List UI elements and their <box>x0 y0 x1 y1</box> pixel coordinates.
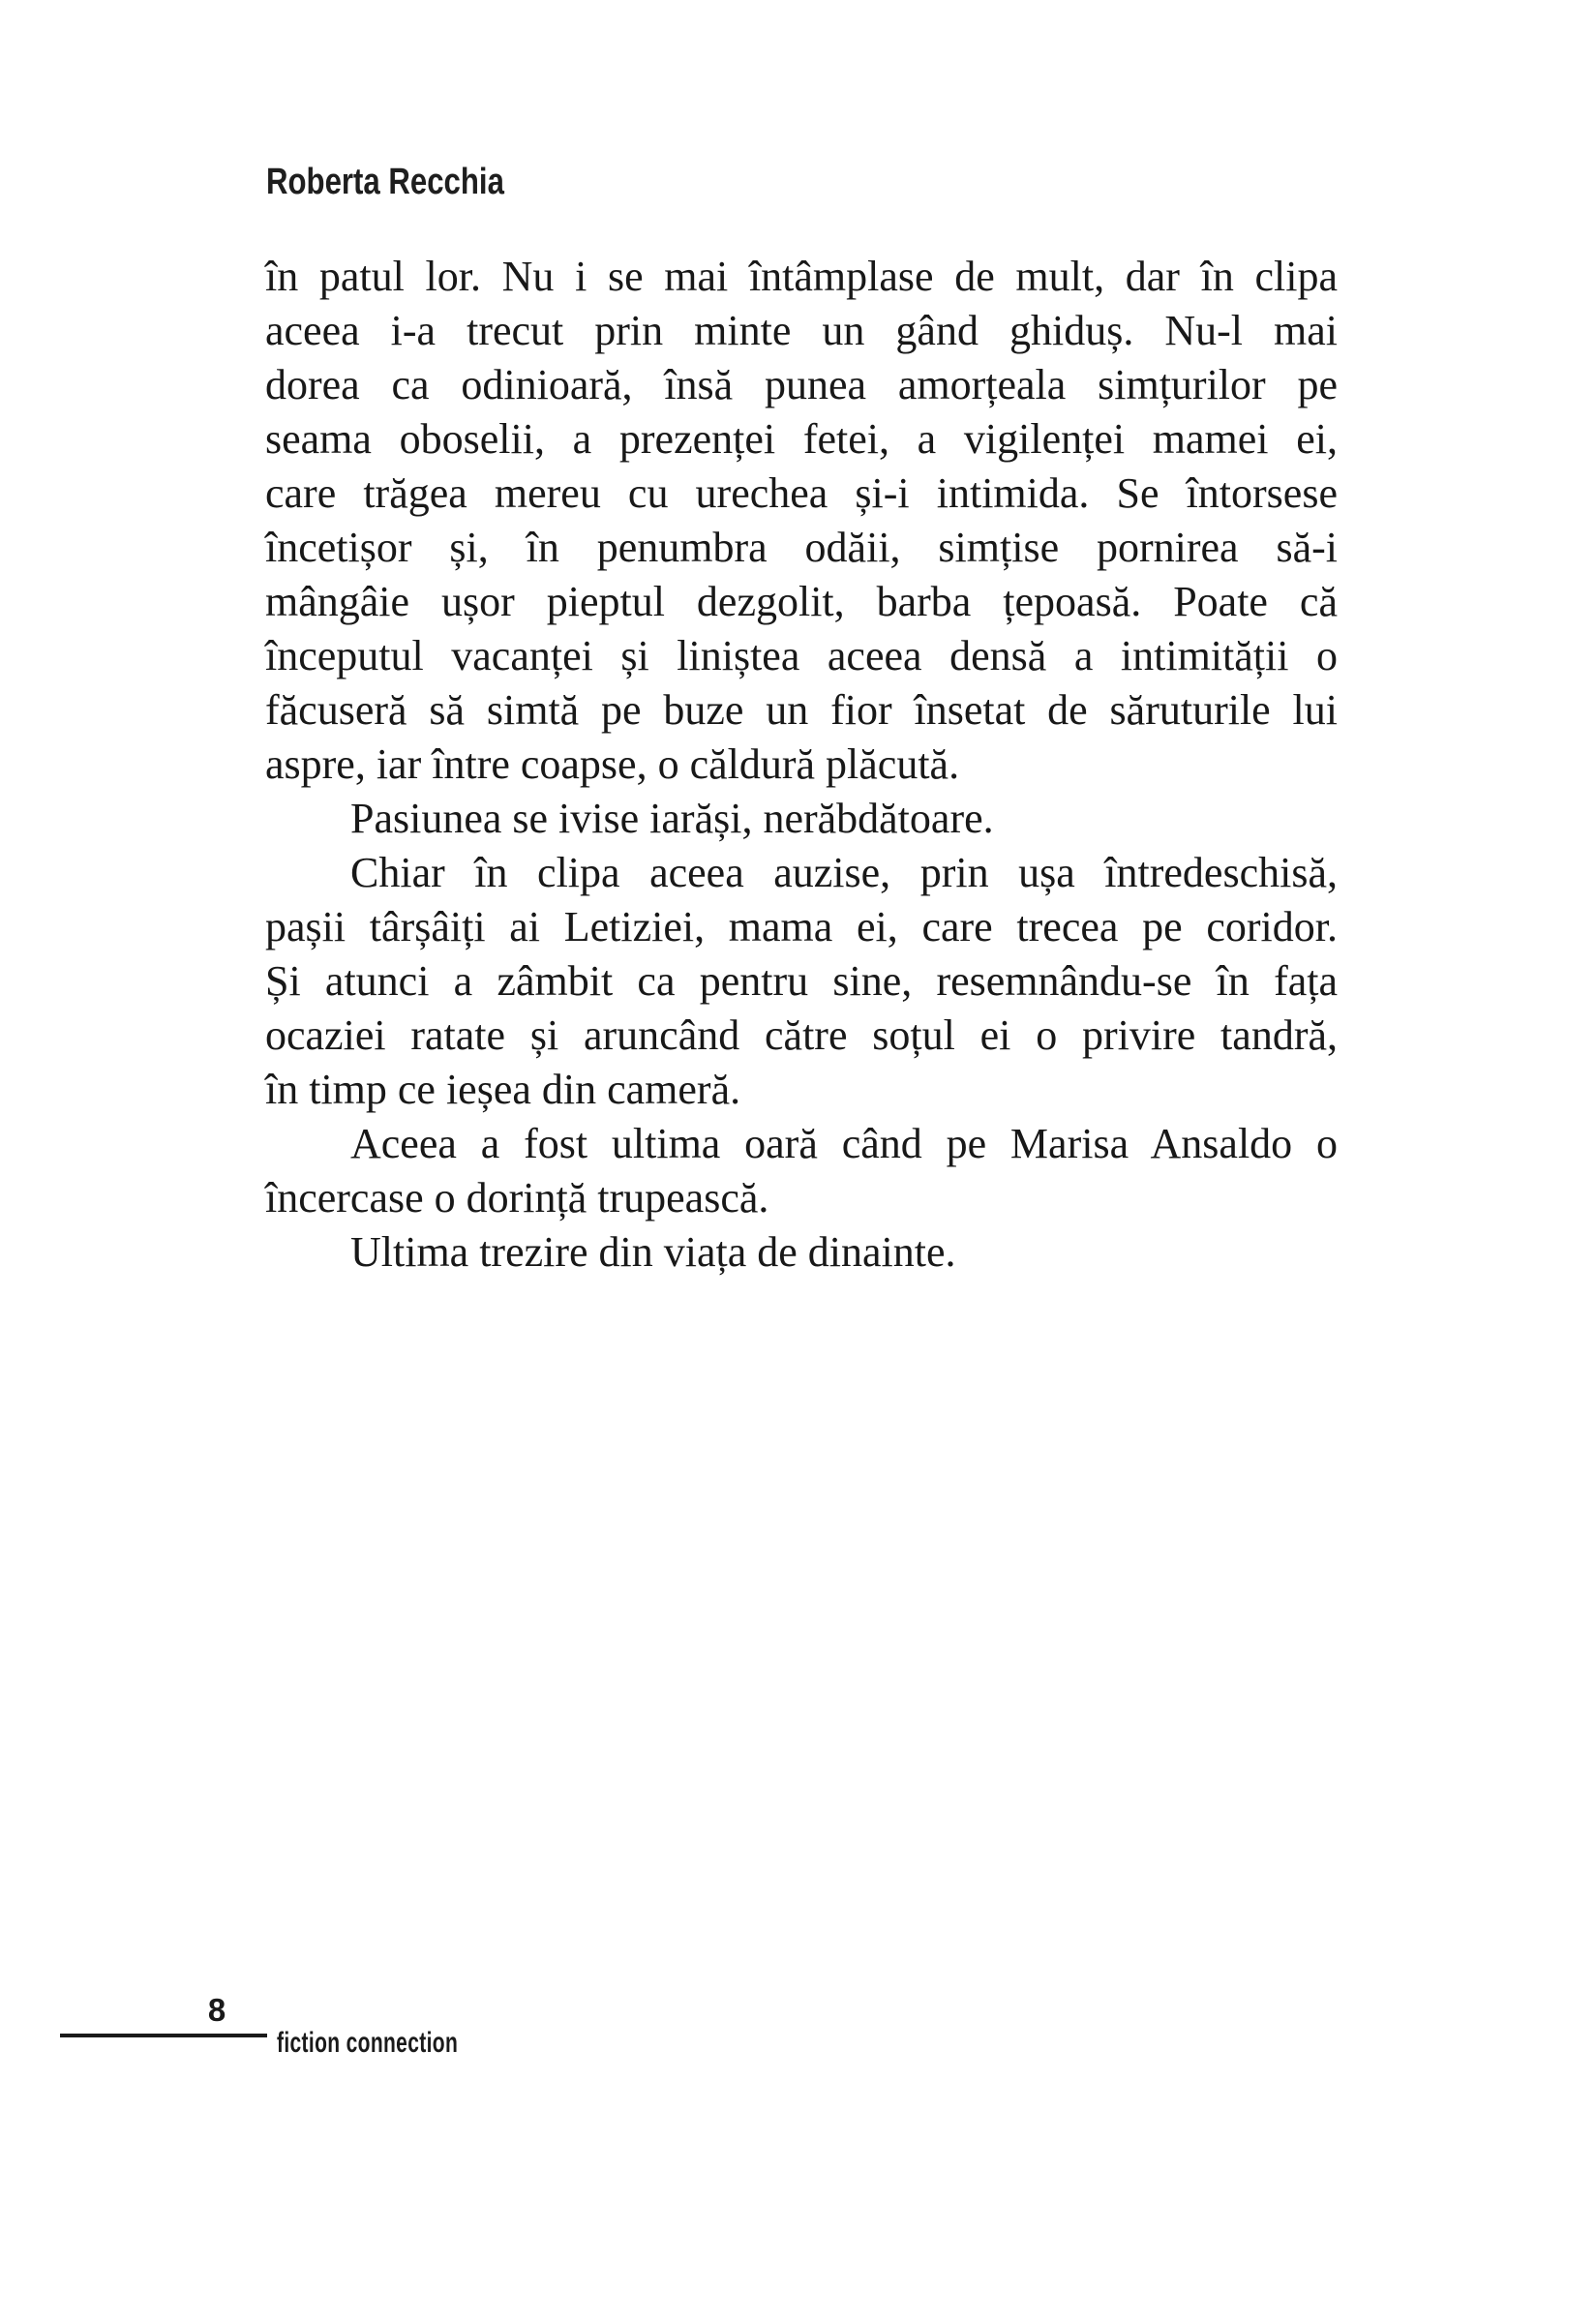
text-line: mângâie ușor pieptul dezgolit, barba țepoasă. Poate că <box>265 578 1338 625</box>
page-number: 8 <box>207 1992 226 2028</box>
text-line: Și atunci a zâmbit ca pentru sine, resemnându-se în fața <box>265 957 1338 1005</box>
text-line: încercase o dorință trupească. <box>265 1174 769 1221</box>
footer-divider-rule <box>60 2034 267 2037</box>
text-line: care trăgea mereu cu urechea și-i intimida. Se întorsese <box>265 469 1338 517</box>
text-line: Aceea a fost ultima oară când pe Marisa Ansaldo o <box>350 1120 1338 1167</box>
imprint-label: fiction connection <box>277 2027 459 2059</box>
text-line: în patul lor. Nu i se mai întâmplase de mult, dar în clipa <box>265 253 1338 300</box>
text-line: pașii târșâiți ai Letiziei, mama ei, care trecea pe coridor. <box>265 903 1338 950</box>
text-line: aspre, iar între coapse, o căldură plăcută. <box>265 740 960 788</box>
text-line: seama oboselii, a prezenței fetei, a vigilenței mamei ei, <box>265 415 1338 463</box>
text-line: începutul vacanței și liniștea aceea densă a intimității o <box>265 632 1338 679</box>
text-line: ocaziei ratate și aruncând către soțul ei o privire tandră, <box>265 1011 1338 1059</box>
text-line: Chiar în clipa aceea auzise, prin ușa întredeschisă, <box>350 849 1338 896</box>
text-line: Ultima trezire din viața de dinainte. <box>350 1228 956 1276</box>
text-line: făcuseră să simtă pe buze un fior însetat de săruturile lui <box>265 686 1338 734</box>
text-line: încetișor și, în penumbra odăii, simțise pornirea să-i <box>265 524 1338 571</box>
running-header-author: Roberta Recchia <box>266 162 504 202</box>
text-line: aceea i-a trecut prin minte un gând ghiduș. Nu-l mai <box>265 307 1338 354</box>
body-text <box>265 250 1338 1280</box>
text-line: Pasiunea se ivise iarăși, nerăbdătoare. <box>350 795 994 842</box>
text-line: în timp ce ieșea din cameră. <box>265 1066 741 1113</box>
text-line: dorea ca odinioară, însă punea amorțeala simțurilor pe <box>265 361 1338 408</box>
